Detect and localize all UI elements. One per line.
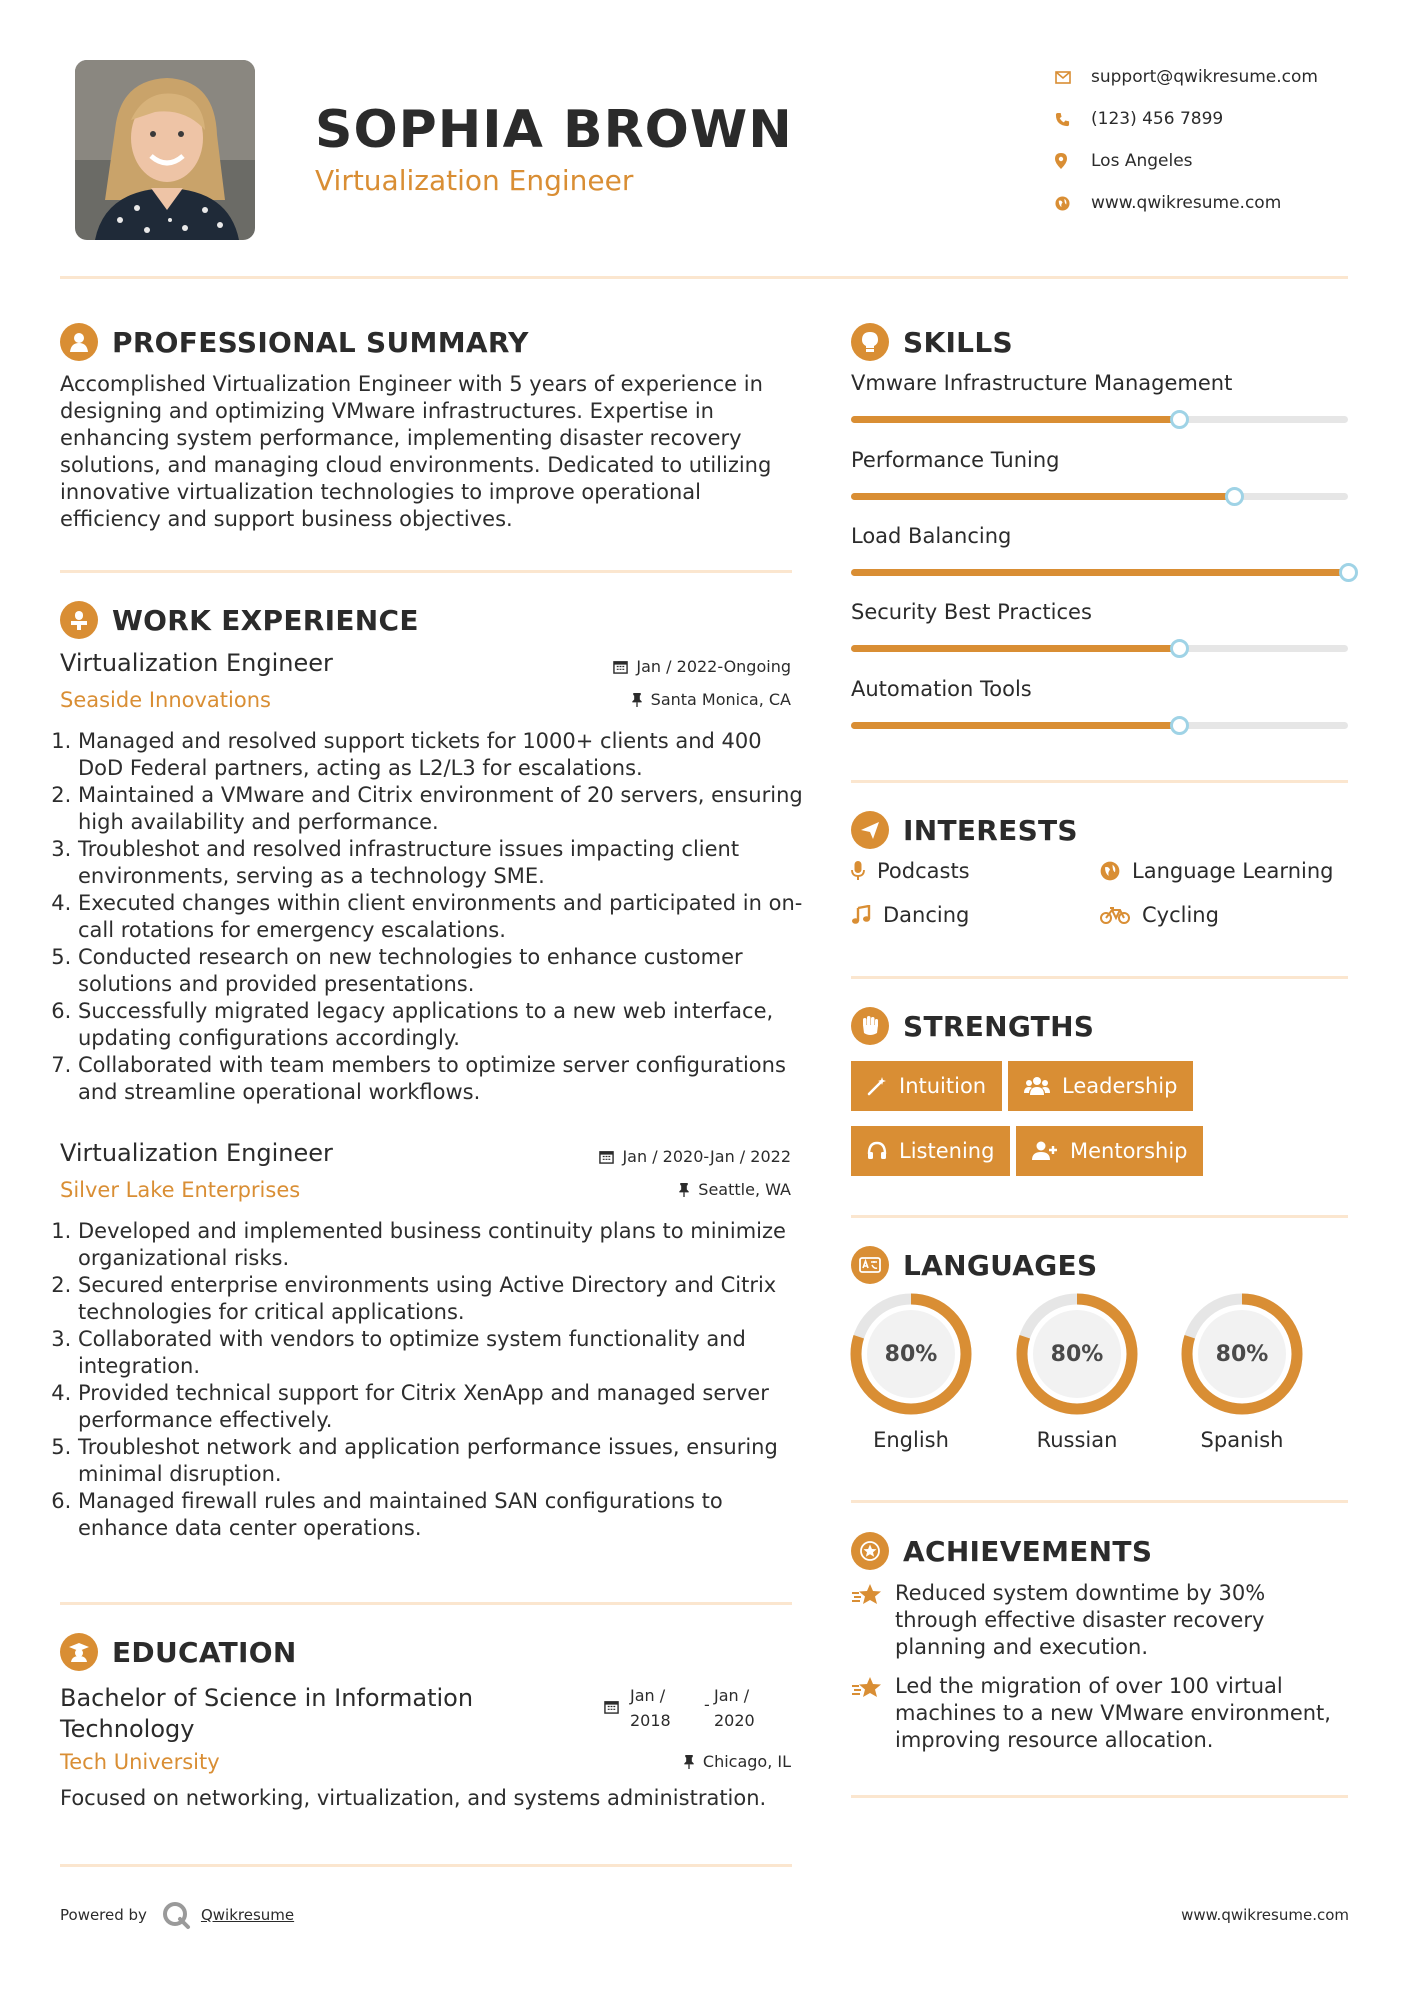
education-description: Focused on networking, virtualization, and systems administration.: [60, 1786, 767, 1810]
language-name: Russian: [1036, 1428, 1118, 1452]
graduate-icon: [60, 1633, 98, 1671]
strength-badge: Leadership: [1008, 1061, 1193, 1111]
section-title-interests: INTERESTS: [851, 811, 1078, 849]
list-item: 2. Secured enterprise environments using Active Directory and Citrix technologies for critical applications.: [78, 1272, 805, 1326]
users-icon: [1024, 1076, 1050, 1096]
contact-email[interactable]: [1055, 56, 1375, 98]
skill-knob: [1170, 639, 1189, 658]
star-badge-icon: [851, 1532, 889, 1570]
candidate-name: SOPHIA BROWN: [315, 100, 793, 160]
strength-badge: Intuition: [851, 1061, 1002, 1111]
contact-website-text: www.qwikresume.com: [1091, 193, 1282, 213]
qwikresume-logo-icon: [161, 1900, 191, 1930]
section-title-achievements: ACHIEVEMENTS: [851, 1532, 1152, 1570]
achievement-text: Led the migration of over 100 virtual machines to a new VMware environment, improving resource allocation.: [895, 1674, 1331, 1752]
list-item: 1. Managed and resolved support tickets for 1000+ clients and 400 DoD Federal partners, acting as L2/L3 for escalations.: [78, 728, 805, 782]
pushpin-icon: [678, 1182, 690, 1197]
work-divider: [60, 1602, 792, 1605]
list-item: 1. Developed and implemented business continuity plans to minimize organizational risks.: [78, 1218, 805, 1272]
language-percent: 80%: [1050, 1341, 1104, 1367]
section-title-skills: SKILLS: [851, 323, 1013, 361]
list-item: 5. Troubleshot network and application performance issues, ensuring minimal disruption.: [78, 1434, 805, 1488]
degree-title: Bachelor of Science in Information Technology: [60, 1684, 474, 1743]
language-ring: [849, 1292, 973, 1416]
contact-website[interactable]: [1055, 182, 1375, 224]
list-item: 3. Collaborated with vendors to optimize system functionality and integration.: [78, 1326, 805, 1380]
skill-knob: [1339, 563, 1358, 582]
bicycle-icon: [1100, 905, 1130, 925]
education-location: Chicago, IL: [683, 1752, 791, 1771]
skills-divider: [851, 780, 1348, 783]
user-plus-icon: [1032, 1141, 1058, 1161]
contact-phone-text: (123) 456 7899: [1091, 109, 1224, 129]
magic-wand-icon: [867, 1076, 887, 1096]
skill-bar: [851, 493, 1348, 500]
achievement-text: Reduced system downtime by 30% through effective disaster recovery planning and execution.: [895, 1581, 1266, 1659]
interest-item: Dancing: [851, 903, 969, 927]
section-title-strengths: STRENGTHS: [851, 1007, 1094, 1045]
language-percent: 80%: [884, 1341, 938, 1367]
calendar-icon: [604, 1699, 619, 1714]
profile-photo: [75, 60, 255, 240]
skill-bar: [851, 569, 1348, 576]
strengths-divider: [851, 1215, 1348, 1218]
interest-item: Cycling: [1100, 903, 1219, 927]
job-title: Virtualization Engineer: [60, 649, 333, 677]
job-location: Seattle, WA: [678, 1180, 791, 1199]
contact-phone[interactable]: [1055, 98, 1375, 140]
headphones-icon: [867, 1141, 887, 1161]
list-item: 5. Conducted research on new technologies to enhance customer solutions and provided presentations.: [78, 944, 805, 998]
summary-divider: [60, 570, 792, 573]
language-name: English: [873, 1428, 949, 1452]
achievement-item: [851, 1580, 1351, 1661]
achievements-divider: [851, 1795, 1348, 1798]
shooting-star-icon: [851, 1580, 895, 1661]
skill-name: Security Best Practices: [851, 600, 1092, 624]
pushpin-icon: [631, 692, 643, 707]
map-pin-icon: [1055, 153, 1091, 169]
skill-knob: [1225, 487, 1244, 506]
contact-email-text: support@qwikresume.com: [1091, 67, 1318, 87]
podium-icon: [60, 601, 98, 639]
list-item: 4. Provided technical support for Citrix XenApp and managed server performance effectively.: [78, 1380, 805, 1434]
resume-page: SOPHIA BROWN Virtualization Engineer support@qwikresume.com (123) 456 7899 Los Angeles www.qwikresume.com PROFESSIONAL SUMMARY Accomplished Virtualization Engineer with 5 years of experience in designing and optimizing VMware infrastructures. Expertise in enhancing system performance, implementing disaster recovery solutions, and managing cloud environments. Dedicated to utilizing innovative virtualization technologies to improve operational efficiency and support business objectives. WORK EXPERIENCE Virtualization Engineer Seaside Innovations Jan / 2022-Ongoing Santa Monica, CA 1. Managed and resolved support tickets for 1000+ clients and 400 DoD Federal partners, acting as L2/L3 for escalations. 2. Maintained a VMware and Citrix environment of 20 servers, ensuring high availability and performance. 3. Troubleshot and resolved infrastructure issues impacting client environments, serving as a technology SME. 4. Executed changes within client environments and participated in on-call rotations for emergency escalations. 5. Conducted research on new technologies to enhance customer solutions and provided presentations. 6. Successfully migrated legacy applications to a new web interface, updating configurations accordingly. 7. Collaborated with team members to optimize server configurations and streamline operational workflows. Virtualization Engineer Silver Lake Enterprises Jan / 2020-Jan / 2022 Seattle, WA 1. Developed and implemented business continuity plans to minimize organizational risks. 2. Secured enterprise environments using Active Directory and Citrix technologies for critical applications. 3. Collaborated with vendors to optimize system functionality and integration. 4. Provided technical support for Citrix XenApp and managed server performance effectively. 5. Troubleshot network and application performance issues, ensuring minimal disruption. 6. Managed firewall rules and maintained SAN configurations to enhance data center operations. EDUCATION Bachelor of Science in Information Technology Jan / 2018 - Jan / 2020 Tech University Chicago, IL Focused on networking, virtualization, and systems administration. SKILLS Vmware Infrastructure Management Performance Tuning Load Balancing Security Best Practices Automation Tools INTERESTS Podcasts Language Learning Dancing Cycling STRENGTHS Intuition Leadership Listening Mentorship LANGUAGES 80% English 80% Russian 80% Spanish ACHIEVEMENTS Reduced system downtime by 30% through effective disaster recovery planning and execution. Led the migration of over 100 virtual machines to a new VMware environment, improving resource allocation. Powered by Qwikresume www.qwikresume.com: [0, 0, 1407, 1990]
powered-by: [60, 1900, 294, 1930]
microphone-icon: [851, 860, 865, 882]
list-item: 3. Troubleshot and resolved infrastructure issues impacting client environments, serving as a technology SME.: [78, 836, 805, 890]
section-title-summary: PROFESSIONAL SUMMARY: [60, 323, 529, 361]
language-ring: [1180, 1292, 1304, 1416]
footer-url-link[interactable]: www.qwikresume.com: [1181, 1906, 1349, 1924]
phone-icon: [1055, 112, 1091, 127]
contact-location: [1055, 140, 1375, 182]
envelope-icon: [1055, 71, 1091, 84]
skill-name: Automation Tools: [851, 677, 1032, 701]
job-dates: Jan / 2022-Ongoing: [613, 657, 791, 676]
job-title: Virtualization Engineer: [60, 1139, 333, 1167]
education-divider: [60, 1864, 792, 1867]
interest-item: Podcasts: [851, 859, 970, 883]
globe-icon: [1100, 861, 1120, 881]
summary-text: Accomplished Virtualization Engineer with 5 years of experience in designing and optimizing VMware infrastructures. Expertise in enhancing system performance, implementing disaster recovery solutions, and managing cloud environments. Dedicated to utilizing innovative virtualization technologies to improve operational efficiency and support business objectives.: [60, 372, 772, 531]
fist-icon: [851, 1007, 889, 1045]
job-company: Silver Lake Enterprises: [60, 1178, 301, 1202]
skill-name: Performance Tuning: [851, 448, 1060, 472]
shooting-star-icon: [851, 1673, 895, 1754]
contact-location-text: Los Angeles: [1091, 151, 1193, 171]
strength-badge: Listening: [851, 1126, 1010, 1176]
list-item: 4. Executed changes within client environments and participated in on-call rotations for emergency escalations.: [78, 890, 805, 944]
powered-by-label: Powered by: [60, 1906, 147, 1924]
skill-knob: [1170, 410, 1189, 429]
contact-list: [1055, 56, 1375, 224]
list-item: 7. Collaborated with team members to optimize server configurations and streamline operational workflows.: [78, 1052, 805, 1106]
music-note-icon: [851, 905, 871, 925]
language-card-icon: [851, 1246, 889, 1284]
section-title-work: WORK EXPERIENCE: [60, 601, 419, 639]
job-bullets: [60, 728, 805, 1106]
candidate-role: Virtualization Engineer: [315, 164, 634, 197]
section-title-languages: LANGUAGES: [851, 1246, 1097, 1284]
header-divider: [60, 276, 1348, 279]
globe-icon: [1055, 196, 1091, 211]
school-name: Tech University: [60, 1750, 220, 1774]
skill-bar: [851, 645, 1348, 652]
achievement-item: [851, 1673, 1351, 1754]
job-location: Santa Monica, CA: [631, 690, 791, 709]
interest-item: Language Learning: [1100, 859, 1333, 883]
languages-divider: [851, 1500, 1348, 1503]
skill-name: Vmware Infrastructure Management: [851, 371, 1233, 395]
language-name: Spanish: [1200, 1428, 1284, 1452]
interests-divider: [851, 976, 1348, 979]
powered-by-brand-link[interactable]: Qwikresume: [200, 1906, 295, 1924]
strength-badge: Mentorship: [1016, 1126, 1203, 1176]
lightbulb-icon: [851, 323, 889, 361]
calendar-icon: [613, 659, 628, 674]
skill-bar: [851, 722, 1348, 729]
skill-bar: [851, 416, 1348, 423]
paper-plane-icon: [851, 811, 889, 849]
list-item: 2. Maintained a VMware and Citrix environment of 20 servers, ensuring high availability and performance.: [78, 782, 805, 836]
job-bullets: [60, 1218, 805, 1542]
user-icon: [60, 323, 98, 361]
job-company: Seaside Innovations: [60, 688, 271, 712]
calendar-icon: [599, 1149, 614, 1164]
skill-knob: [1170, 716, 1189, 735]
job-dates: Jan / 2020-Jan / 2022: [599, 1147, 791, 1166]
list-item: 6. Managed firewall rules and maintained SAN configurations to enhance data center operations.: [78, 1488, 805, 1542]
pushpin-icon: [683, 1754, 695, 1769]
skill-name: Load Balancing: [851, 524, 1012, 548]
list-item: 6. Successfully migrated legacy applications to a new web interface, updating configurations accordingly.: [78, 998, 805, 1052]
language-percent: 80%: [1215, 1341, 1269, 1367]
language-ring: [1015, 1292, 1139, 1416]
section-title-education: EDUCATION: [60, 1633, 297, 1671]
